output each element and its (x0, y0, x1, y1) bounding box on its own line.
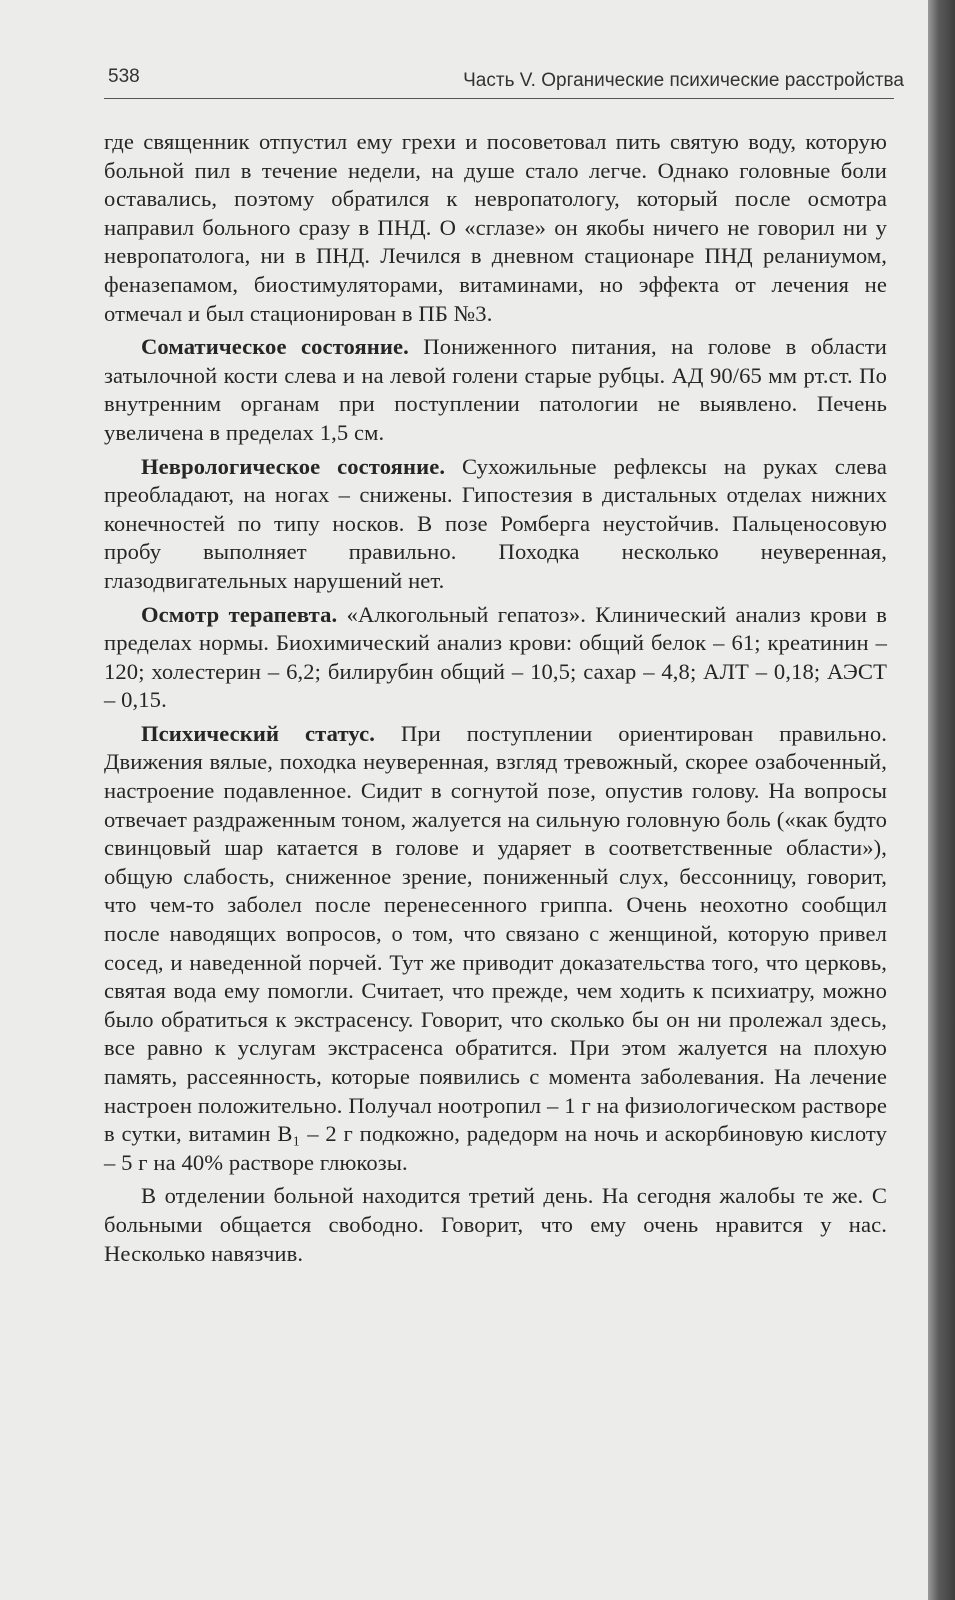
page-number: 538 (108, 66, 140, 87)
paragraph-text: При поступлении ориентирован правильно. Движения вялые, походка неуверенная, взгляд тревожный, скорее озабоченный, настроение подавленное. Сидит в согнутой позе, опустив голову. На вопросы отвечает раздраженным тоном, жалуется на сильную головную боль («как будто свинцовый шар катается в голове и ударяет в соответственные области»), общую слабость, сниженное зрение, пониженный слух, бессонницу, говорит, что чем-то заболел после перенесенного гриппа. Очень неохотно сообщил после наводящих вопросов, о том, что связано с женщиной, которую привел сосед, и наведенной порчей. Тут же приводит доказательства того, что церковь, святая вода ему помогли. Считает, что прежде, чем ходить к психиатру, можно было обратиться к экстрасенсу. Говорит, что сколько бы он ни пролежал здесь, все равно к услугам экстрасенса обратится. При этом жалуется на плохую память, рассеянность, которые появились с момента заболевания. На лечение настроен положительно. Получал ноотропил – 1 г на физиологическом растворе в сутки, витамин B₁ – 2 г подкожно, радедорм на ночь и аскорбиновую кислоту – 5 г на 40% растворе глюкозы. (104, 720, 887, 1175)
paragraph-text: где священник отпустил ему грехи и посоветовал пить святую воду, которую больной пил в течение недели, на душе стало легче. Однако головные боли оставались, поэтому обратился к невропатологу, который после осмотра направил больного сразу в ПНД. О «сглазе» он якобы ничего не говорил ни у невропатолога, ни в ПНД. Лечился в дневном стационаре ПНД реланиумом, феназепамом, биостимуляторами, витаминами, но эффекта от лечения не отмечал и был стационирован в ПБ №3. (104, 129, 887, 326)
paragraph-history (104, 128, 887, 328)
paragraph-heading: Осмотр терапевта. (141, 601, 338, 627)
paragraph-neurological-status (104, 453, 887, 596)
paragraph-heading: Неврологическое состояние. (141, 453, 446, 479)
paragraph-ward-note (104, 1182, 887, 1268)
book-spine-shadow (928, 0, 955, 1600)
paragraph-heading: Психический статус. (141, 720, 375, 746)
paragraph-therapist-exam (104, 601, 887, 715)
running-title: Часть V. Органические психические расстройства (463, 70, 904, 91)
paragraph-mental-status (104, 720, 887, 1178)
header-rule (104, 98, 894, 99)
paragraph-text: Пониженного питания, на голове в области затылочной кости слева и на левой голени старые рубцы. АД 90/65 мм рт.ст. По внутренним органам при поступлении патологии не выявлено. Печень увеличена в пределах 1,5 см. (104, 334, 887, 445)
body-text (104, 128, 887, 1273)
paragraph-text: В отделении больной находится третий день. На сегодня жалобы те же. С больными общается свободно. Говорит, что ему очень нравится у нас. Несколько навязчив. (104, 1183, 887, 1266)
paragraph-somatic-status (104, 333, 887, 447)
paragraph-text: Сухожильные рефлексы на руках слева преобладают, на ногах – снижены. Гипостезия в дистальных отделах нижних конечностей по типу носков. В позе Ромберга неустойчив. Пальценосовую пробу выполняет правильно. Походка несколько неуверенная, глазодвигательных нарушений нет. (104, 453, 887, 593)
paragraph-heading: Соматическое состояние. (141, 334, 409, 360)
page-header (104, 66, 904, 96)
paragraph-text: «Алкогольный гепатоз». Клинический анализ крови в пределах нормы. Биохимический анализ крови: общий белок – 61; креатинин – 120; холестерин – 6,2; билирубин общий – 10,5; сахар – 4,8; АЛТ – 0,18; АЭСТ – 0,15. (104, 601, 887, 713)
